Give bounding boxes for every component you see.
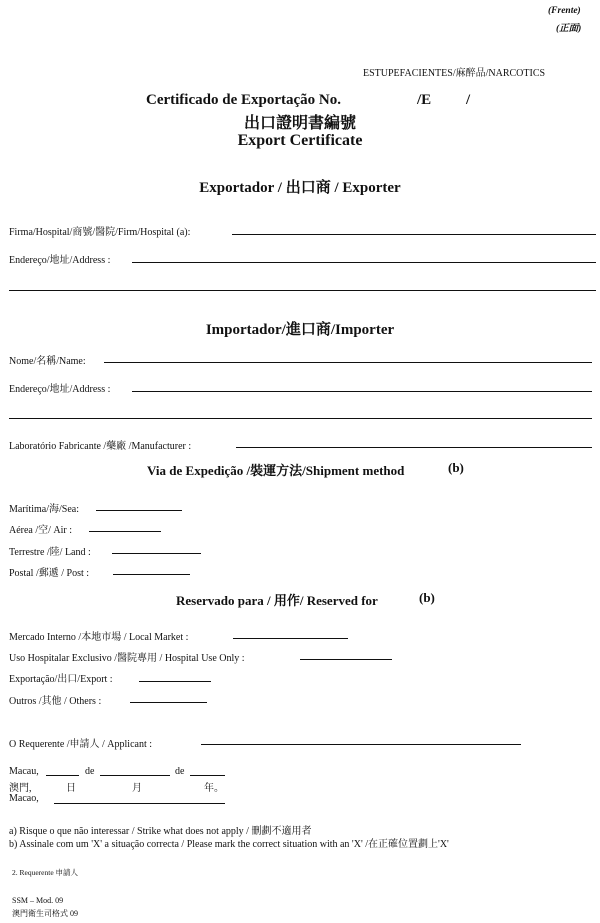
reserved-export-label: Exportação/出口/Export : — [9, 674, 113, 685]
reserved-hospital-field[interactable] — [300, 659, 392, 660]
certificate-title-zh: 出口證明書編號 — [243, 115, 356, 132]
exporter-firm-label: Firma/Hospital/商號/醫院/Firm/Hospital (a): — [9, 227, 191, 238]
exporter-heading: Exportador / 出口商 / Exporter — [199, 180, 401, 196]
date-day-field[interactable] — [46, 775, 79, 776]
importer-heading: Importador/進口商/Importer — [205, 322, 395, 338]
shipment-sea-label: Marítima/海/Sea: — [9, 504, 79, 515]
date-month-field[interactable] — [100, 775, 170, 776]
form-code-pt: SSM – Mod. 09 — [12, 896, 64, 905]
reserved-others-label: Outros /其他 / Others : — [9, 696, 102, 707]
shipment-land-label: Terrestre /陸/ Land : — [9, 547, 91, 558]
side-label-zh: (正面) — [556, 24, 582, 34]
exporter-address-field[interactable] — [132, 262, 596, 263]
date-place-pt: Macau, — [9, 766, 39, 777]
side-label-pt: (Frente) — [548, 6, 581, 16]
copy-note: 2. Requerente 申請人 — [12, 868, 79, 877]
certificate-title-pt: Certificado de Exportação No. — [146, 92, 341, 108]
signature-place: Macao, — [9, 793, 39, 804]
applicant-field[interactable] — [201, 744, 521, 745]
shipment-post-label: Postal /郵遞 / Post : — [9, 568, 90, 579]
reserved-export-field[interactable] — [139, 681, 211, 682]
reserved-local-market-field[interactable] — [233, 638, 348, 639]
exporter-firm-field[interactable] — [232, 234, 596, 235]
reserved-hospital-label: Uso Hospitalar Exclusivo /醫院專用 / Hospital Use Only : — [9, 653, 245, 664]
shipment-sea-field[interactable] — [96, 510, 182, 511]
applicant-label: O Requerente /申請人 / Applicant : — [9, 739, 153, 750]
category-label: ESTUPEFACIENTES/麻醉品/NARCOTICS — [363, 68, 546, 79]
shipment-post-field[interactable] — [113, 574, 190, 575]
date-year-zh: 年。 — [204, 783, 224, 794]
note-b: b) Assinale com um 'X' a situação correcta / Please mark the correct situation with an 'X' /在正確位置劃上'X' — [9, 839, 449, 850]
date-place-zh: 澳門, — [9, 783, 32, 794]
note-a: a) Risque o que não interessar / Strike what does not apply / 刪劃不適用者 — [9, 826, 312, 837]
exporter-address-label: Endereço/地址/Address : — [9, 255, 111, 266]
importer-name-field[interactable] — [104, 362, 592, 363]
reserved-note: (b) — [419, 590, 435, 605]
manufacturer-label: Laboratório Fabricante /藥廠 /Manufacturer : — [9, 441, 192, 452]
form-code-zh: 澳門衛生司格式 09 — [12, 909, 78, 918]
importer-name-label: Nome/名稱/Name: — [9, 356, 86, 367]
shipment-note: (b) — [448, 460, 464, 475]
date-year-field[interactable] — [190, 775, 225, 776]
date-day-zh: 日 — [66, 783, 76, 794]
importer-address-label: Endereço/地址/Address : — [9, 384, 111, 395]
certificate-title-en: Export Certificate — [237, 132, 363, 149]
reserved-heading: Reservado para / 用作/ Reserved for — [176, 593, 378, 608]
date-month-zh: 月 — [132, 783, 142, 794]
shipment-air-label: Aérea /空/ Air : — [9, 525, 73, 536]
importer-address-field-2[interactable] — [9, 418, 592, 419]
reserved-others-field[interactable] — [130, 702, 207, 703]
reserved-local-market-label: Mercado Interno /本地市場 / Local Market : — [9, 632, 189, 643]
certificate-title-slash: / — [466, 92, 471, 108]
date-de-2: de — [175, 766, 185, 777]
shipment-land-field[interactable] — [112, 553, 201, 554]
shipment-air-field[interactable] — [89, 531, 161, 532]
shipment-heading: Via de Expedição /裝運方法/Shipment method — [147, 463, 405, 478]
importer-address-field[interactable] — [132, 391, 592, 392]
signature-field[interactable] — [54, 803, 225, 804]
certificate-title-e: /E — [417, 92, 432, 108]
exporter-address-field-2[interactable] — [9, 290, 596, 291]
manufacturer-field[interactable] — [236, 447, 592, 448]
date-de-1: de — [85, 766, 95, 777]
